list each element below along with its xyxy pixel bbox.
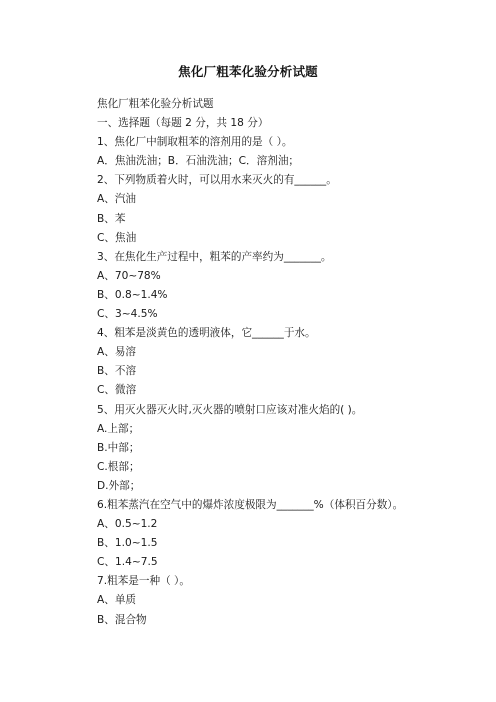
body-line: B、苯 bbox=[97, 212, 126, 225]
body-line: A、汽油 bbox=[97, 193, 137, 206]
body-line: 3、在焦化生产过程中，粗苯的产率约为_______。 bbox=[97, 250, 332, 263]
body-line: C、1.4~7.5 bbox=[97, 556, 158, 569]
document-title: 焦化厂粗苯化验分析试题 bbox=[178, 64, 318, 79]
body-line: C、微溶 bbox=[97, 384, 137, 397]
body-line: B、混合物 bbox=[97, 613, 147, 626]
body-line: 5、用灭火器灭火时,灭火器的喷射口应该对准火焰的( )。 bbox=[97, 403, 363, 416]
body-line: 6.粗苯蒸汽在空气中的爆炸浓度极限为_______%（体积百分数）。 bbox=[97, 498, 404, 511]
body-line: 1、焦化厂中制取粗苯的溶剂用的是（ ）。 bbox=[97, 136, 293, 149]
body-line: A、70~78% bbox=[97, 269, 161, 282]
body-line: B、不溶 bbox=[97, 365, 137, 378]
body-line: A．焦油洗油；B．石油洗油；C．溶剂油； bbox=[97, 155, 300, 168]
body-line: C、焦油 bbox=[97, 231, 137, 244]
body-line: B、0.8~1.4% bbox=[97, 288, 168, 301]
body-line: A、单质 bbox=[97, 594, 137, 607]
document-body bbox=[97, 95, 477, 630]
body-line: D.外部； bbox=[97, 479, 141, 492]
body-line: 4、粗苯是淡黄色的透明液体，它______于水。 bbox=[97, 327, 316, 340]
body-line: B、1.0~1.5 bbox=[97, 537, 158, 550]
body-line: C.根部； bbox=[97, 460, 140, 473]
body-line: 7.粗苯是一种（ ）。 bbox=[97, 575, 190, 588]
body-line: B.中部； bbox=[97, 441, 140, 454]
body-line: C、3~4.5% bbox=[97, 308, 158, 321]
body-line: A、易溶 bbox=[97, 346, 137, 359]
body-line: 2、下列物质着火时，可以用水来灭火的有______。 bbox=[97, 174, 337, 187]
body-line: 焦化厂粗苯化验分析试题 bbox=[97, 98, 214, 110]
body-line: 一、选择题（每题 2 分，共 18 分） bbox=[97, 117, 269, 130]
body-line: A、0.5~1.2 bbox=[97, 518, 158, 531]
body-line: A.上部； bbox=[97, 422, 140, 435]
